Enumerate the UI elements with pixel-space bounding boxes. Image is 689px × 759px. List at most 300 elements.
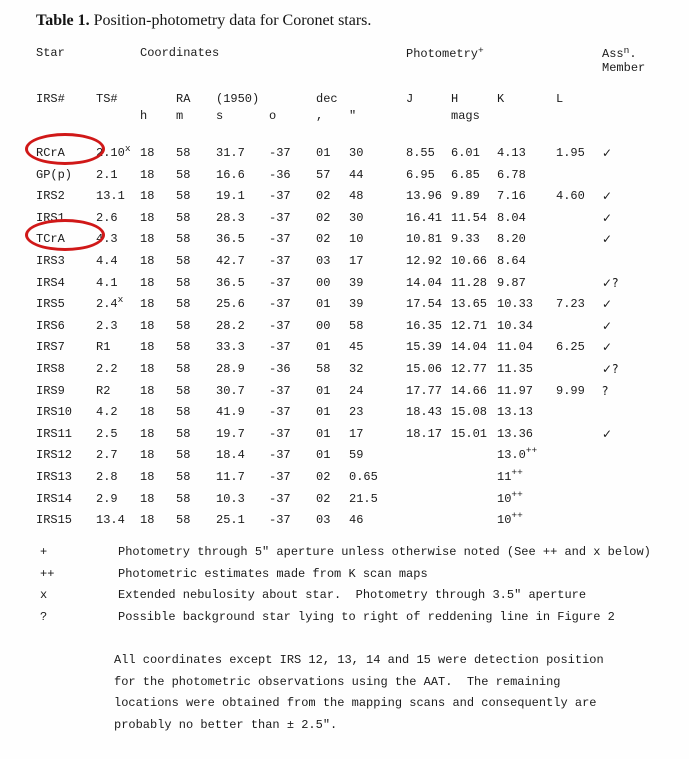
cell-star-name: GP(p) <box>36 167 73 182</box>
cell-member: ✓? <box>602 275 619 290</box>
cell-ra-m: 58 <box>176 383 191 398</box>
cell-l-mag <box>556 168 602 190</box>
cell-k-mag: 8.20 <box>497 232 526 247</box>
cell-member: ? <box>602 383 609 398</box>
cell-dec-arcmin: 03 <box>316 253 331 268</box>
cell-dec-arcmin: 01 <box>316 340 331 355</box>
cell-k-mag: 11.04 <box>497 340 534 355</box>
cell-star-name: IRS10 <box>36 405 73 420</box>
cell-j-mag: 17.54 <box>406 297 443 312</box>
table-row <box>36 297 676 319</box>
cell-ts: 2.4x <box>96 294 124 312</box>
cell-l-mag: 1.95 <box>556 146 585 160</box>
footnote-text: Photometry through 5" aperture unless otherwise noted (See ++ and x below) <box>118 545 651 559</box>
cell-star-name: IRS4 <box>36 275 65 290</box>
group-header-row <box>36 42 676 90</box>
cell-j-mag: 8.55 <box>406 146 435 160</box>
cell-ts: 4.2 <box>96 405 118 420</box>
cell-ra-m: 58 <box>176 275 191 290</box>
cell-l-mag: 9.99 <box>556 383 585 398</box>
cell-l-mag <box>556 405 602 427</box>
cell-dec-deg: -37 <box>269 275 291 290</box>
cell-dec-arcsec: 45 <box>349 340 364 355</box>
cell-dec-deg: -37 <box>269 146 291 160</box>
cell-dec-arcmin: 01 <box>316 448 331 463</box>
cell-dec-arcmin: 01 <box>316 426 331 441</box>
col-header-k: K <box>497 92 505 106</box>
cell-ra-m: 58 <box>176 469 191 484</box>
cell-ra-s: 33.3 <box>216 340 245 355</box>
table-row <box>36 319 676 341</box>
cell-dec-deg: -37 <box>269 469 291 484</box>
cell-ts: 2.1 <box>96 167 118 182</box>
cell-j-mag: 17.77 <box>406 383 443 398</box>
cell-k-mag: 10++ <box>497 510 523 528</box>
cell-member: ✓? <box>602 361 619 376</box>
note-line: for the photometric observations using the AAT. The remaining <box>114 674 561 689</box>
cell-j-mag <box>406 470 451 492</box>
cell-k-mag: 10++ <box>497 488 523 506</box>
cell-ra-h: 18 <box>140 383 155 398</box>
cell-dec-arcmin: 02 <box>316 469 331 484</box>
cell-dec-arcsec: 17 <box>349 253 364 268</box>
cell-l-mag <box>556 427 602 449</box>
cell-member: ✓ <box>602 232 613 247</box>
cell-member: ✓ <box>602 318 613 333</box>
sub-header-seconds: s <box>216 109 224 123</box>
cell-ra-h: 18 <box>140 189 155 204</box>
cell-k-mag: 13.0++ <box>497 445 538 463</box>
footnote-symbol: + <box>40 545 48 559</box>
table-row <box>36 168 676 190</box>
cell-ra-h: 18 <box>140 210 155 225</box>
cell-ra-s: 28.2 <box>216 318 245 333</box>
cell-ra-h: 18 <box>140 469 155 484</box>
cell-ra-s: 36.5 <box>216 275 245 290</box>
cell-dec-deg: -37 <box>269 405 291 420</box>
cell-star-name: IRS9 <box>36 383 65 398</box>
cell-l-mag <box>556 276 602 298</box>
cell-j-mag: 15.06 <box>406 361 443 376</box>
cell-ra-m: 58 <box>176 361 191 376</box>
cell-dec-arcsec: 48 <box>349 189 364 204</box>
cell-ra-m: 58 <box>176 448 191 463</box>
cell-ts: R2 <box>96 383 111 398</box>
cell-dec-deg: -37 <box>269 383 291 398</box>
cell-ra-h: 18 <box>140 318 155 333</box>
cell-ra-h: 18 <box>140 405 155 420</box>
footnote-text: Photometric estimates made from K scan maps <box>118 566 428 581</box>
col-header-l: L <box>556 92 564 106</box>
cell-ts: R1 <box>96 340 111 355</box>
cell-member <box>602 513 676 535</box>
cell-dec-arcmin: 02 <box>316 210 331 225</box>
cell-ra-h: 18 <box>140 448 155 463</box>
cell-star-name: IRS8 <box>36 361 65 376</box>
cell-ts: 2.5 <box>96 426 118 441</box>
cell-l-mag <box>556 448 602 470</box>
cell-dec-arcmin: 02 <box>316 491 331 506</box>
footnote-symbol: ++ <box>40 566 55 581</box>
cell-h-mag: 9.89 <box>451 189 480 204</box>
cell-member <box>602 254 676 276</box>
cell-dec-arcmin: 02 <box>316 189 331 204</box>
sub-header-arcmin: , <box>316 109 324 123</box>
cell-k-mag: 8.64 <box>497 253 526 268</box>
cell-dec-arcsec: 17 <box>349 426 364 441</box>
table-row <box>36 405 676 427</box>
cell-h-mag: 13.65 <box>451 297 488 312</box>
cell-l-mag: 6.25 <box>556 340 585 355</box>
cell-h-mag: 14.66 <box>451 383 488 398</box>
cell-ts: 4.1 <box>96 275 118 290</box>
cell-j-mag: 18.17 <box>406 426 443 441</box>
table-row <box>36 232 676 254</box>
cell-h-mag: 6.01 <box>451 146 480 160</box>
table-body <box>36 143 676 535</box>
cell-dec-deg: -37 <box>269 491 291 506</box>
cell-ra-h: 18 <box>140 275 155 290</box>
table-row <box>36 211 676 233</box>
col-header-h: H <box>451 92 459 106</box>
cell-dec-arcmin: 00 <box>316 318 331 333</box>
table-row <box>36 427 676 449</box>
footnote-text: Extended nebulosity about star. Photometry through 3.5" aperture <box>118 588 587 603</box>
table-row <box>36 276 676 298</box>
cell-member <box>602 168 676 190</box>
footnote-symbol: ? <box>40 610 48 625</box>
cell-star-name: IRS14 <box>36 491 73 506</box>
table-title <box>36 11 371 31</box>
cell-ra-m: 58 <box>176 340 191 355</box>
cell-ra-h: 18 <box>140 253 155 268</box>
cell-ts: 2.8 <box>96 469 118 484</box>
sub-header-minutes: m <box>176 109 184 123</box>
cell-ra-s: 36.5 <box>216 232 245 247</box>
cell-member <box>602 470 676 492</box>
cell-h-mag <box>451 470 497 492</box>
table-row <box>36 513 676 535</box>
cell-star-name: IRS1 <box>36 210 65 225</box>
group-header-star: Star <box>36 46 65 60</box>
cell-j-mag: 12.92 <box>406 253 443 268</box>
member-label: Member <box>602 61 646 75</box>
cell-ra-s: 41.9 <box>216 405 245 420</box>
cell-ra-s: 28.3 <box>216 210 245 225</box>
cell-j-mag: 6.95 <box>406 167 435 182</box>
cell-dec-arcmin: 58 <box>316 361 331 376</box>
cell-k-mag: 11++ <box>497 466 523 484</box>
cell-dec-arcsec: 21.5 <box>349 491 378 506</box>
cell-l-mag <box>556 254 602 276</box>
cell-l-mag <box>556 211 602 233</box>
cell-k-mag: 13.13 <box>497 405 534 420</box>
cell-ts: 2.6 <box>96 210 118 225</box>
photometry-footnote-marker: + <box>478 45 484 56</box>
footnote <box>36 610 684 632</box>
cell-dec-arcsec: 39 <box>349 275 364 290</box>
cell-ts: 13.1 <box>96 189 125 204</box>
cell-j-mag <box>406 513 451 535</box>
sub-header-arcsec: " <box>349 109 357 123</box>
cell-member: ✓ <box>602 340 613 355</box>
cell-l-mag <box>556 319 602 341</box>
cell-ra-s: 25.6 <box>216 297 245 312</box>
cell-ra-h: 18 <box>140 297 155 312</box>
sub-header-mags: mags <box>451 109 480 123</box>
table-row <box>36 448 676 470</box>
cell-dec-deg: -37 <box>269 297 291 312</box>
col-header-irs: IRS# <box>36 92 65 106</box>
cell-member: ✓ <box>602 297 613 312</box>
table-row <box>36 384 676 406</box>
cell-ra-s: 31.7 <box>216 146 245 160</box>
cell-ra-m: 58 <box>176 253 191 268</box>
cell-dec-arcmin: 01 <box>316 297 331 312</box>
cell-dec-arcsec: 44 <box>349 167 364 182</box>
cell-dec-deg: -37 <box>269 513 291 528</box>
table-row <box>36 254 676 276</box>
cell-dec-arcmin: 02 <box>316 232 331 247</box>
cell-j-mag: 15.39 <box>406 340 443 355</box>
cell-star-name: IRS3 <box>36 253 65 268</box>
cell-ra-h: 18 <box>140 491 155 506</box>
cell-dec-arcsec: 23 <box>349 405 364 420</box>
cell-k-mag: 13.36 <box>497 426 534 441</box>
group-header-photometry: Photometry+ <box>406 45 484 61</box>
cell-dec-deg: -36 <box>269 361 291 376</box>
cell-ts: 2.9 <box>96 491 118 506</box>
cell-member: ✓ <box>602 210 613 225</box>
cell-k-mag: 9.87 <box>497 275 526 290</box>
cell-k-mag: 4.13 <box>497 146 526 160</box>
col-header-j: J <box>406 92 414 106</box>
table-row <box>36 189 676 211</box>
cell-l-mag <box>556 513 602 535</box>
cell-ra-m: 58 <box>176 167 191 182</box>
footnote-symbol: x <box>40 588 48 603</box>
cell-dec-arcsec: 46 <box>349 513 364 528</box>
cell-star-name: IRS7 <box>36 340 65 355</box>
cell-h-mag: 11.28 <box>451 275 488 290</box>
cell-dec-arcmin: 01 <box>316 146 331 160</box>
col-header-epoch: (1950) <box>216 92 260 106</box>
group-header-coordinates: Coordinates <box>140 46 220 60</box>
footnotes <box>36 545 684 632</box>
column-header-row <box>36 90 676 109</box>
cell-member: ✓ <box>602 189 613 204</box>
cell-h-mag: 12.71 <box>451 318 488 333</box>
cell-ra-s: 42.7 <box>216 253 245 268</box>
cell-ra-h: 18 <box>140 361 155 376</box>
cell-h-mag: 14.04 <box>451 340 488 355</box>
cell-j-mag: 16.35 <box>406 318 443 333</box>
cell-h-mag <box>451 513 497 535</box>
table-title-number: Table 1. <box>36 12 90 29</box>
cell-k-mag: 10.34 <box>497 318 534 333</box>
cell-dec-deg: -37 <box>269 318 291 333</box>
cell-member <box>602 405 676 427</box>
cell-member: ✓ <box>602 426 613 441</box>
cell-k-mag: 11.35 <box>497 361 534 376</box>
cell-ts: 2.10x <box>96 143 131 160</box>
footnote <box>36 588 684 610</box>
cell-dec-arcmin: 03 <box>316 513 331 528</box>
cell-dec-deg: -37 <box>269 253 291 268</box>
cell-h-mag <box>451 492 497 514</box>
cell-star-name: IRS13 <box>36 469 73 484</box>
cell-k-mag: 6.78 <box>497 167 526 182</box>
group-header-assn-member <box>602 42 676 90</box>
cell-j-mag: 14.04 <box>406 275 443 290</box>
cell-member <box>602 448 676 470</box>
cell-star-name: RCrA <box>36 146 65 160</box>
cell-ra-s: 25.1 <box>216 513 245 528</box>
cell-ra-h: 18 <box>140 232 155 247</box>
cell-ra-m: 58 <box>176 189 191 204</box>
col-header-ra: RA <box>176 92 191 106</box>
cell-ra-m: 58 <box>176 146 191 160</box>
cell-ra-s: 10.3 <box>216 491 245 506</box>
cell-dec-arcmin: 00 <box>316 275 331 290</box>
cell-dec-arcsec: 39 <box>349 297 364 312</box>
cell-ra-m: 58 <box>176 210 191 225</box>
cell-ra-m: 58 <box>176 513 191 528</box>
table-row <box>36 340 676 362</box>
cell-j-mag: 18.43 <box>406 405 443 420</box>
cell-star-name: IRS6 <box>36 318 65 333</box>
cell-dec-deg: -37 <box>269 232 291 247</box>
cell-h-mag: 6.85 <box>451 167 480 182</box>
cell-member: ✓ <box>602 146 613 160</box>
cell-ra-h: 18 <box>140 146 155 160</box>
cell-dec-arcsec: 24 <box>349 383 364 398</box>
col-header-dec: dec <box>316 92 338 106</box>
table-row <box>36 492 676 514</box>
cell-ts: 13.4 <box>96 513 125 528</box>
cell-dec-deg: -37 <box>269 210 291 225</box>
cell-dec-deg: -36 <box>269 167 291 182</box>
cell-star-name: IRS15 <box>36 513 73 528</box>
cell-ra-m: 58 <box>176 405 191 420</box>
cell-k-mag: 8.04 <box>497 210 526 225</box>
table-row <box>36 362 676 384</box>
cell-ra-s: 18.4 <box>216 448 245 463</box>
cell-j-mag <box>406 492 451 514</box>
cell-dec-arcsec: 30 <box>349 210 364 225</box>
cell-star-name: IRS11 <box>36 426 73 441</box>
cell-l-mag: 4.60 <box>556 189 585 204</box>
cell-ts: 2.2 <box>96 361 118 376</box>
cell-ra-m: 58 <box>176 491 191 506</box>
cell-dec-deg: -37 <box>269 340 291 355</box>
cell-dec-arcmin: 01 <box>316 383 331 398</box>
cell-dec-arcsec: 0.65 <box>349 469 378 484</box>
note-line: probably no better than ± 2.5". <box>114 717 338 732</box>
cell-star-name: IRS5 <box>36 297 65 312</box>
note-line: locations were obtained from the mapping scans and consequently are <box>114 696 597 710</box>
cell-dec-deg: -37 <box>269 189 291 204</box>
cell-dec-deg: -37 <box>269 448 291 463</box>
cell-ra-h: 18 <box>140 513 155 528</box>
cell-ra-h: 18 <box>140 167 155 182</box>
cell-ts: 4.4 <box>96 253 118 268</box>
cell-h-mag: 15.01 <box>451 426 488 441</box>
cell-h-mag: 12.77 <box>451 361 488 376</box>
cell-dec-arcsec: 10 <box>349 232 364 247</box>
cell-ra-s: 19.7 <box>216 426 245 441</box>
sub-header-hours: h <box>140 109 148 123</box>
cell-l-mag <box>556 362 602 384</box>
cell-ra-m: 58 <box>176 426 191 441</box>
cell-dec-arcmin: 57 <box>316 167 331 182</box>
cell-ra-h: 18 <box>140 426 155 441</box>
cell-h-mag <box>451 448 497 470</box>
cell-dec-arcsec: 30 <box>349 146 364 160</box>
cell-ra-s: 28.9 <box>216 361 245 376</box>
table-row <box>36 146 676 168</box>
footnote <box>36 567 684 589</box>
cell-l-mag <box>556 232 602 254</box>
cell-ra-s: 16.6 <box>216 167 245 182</box>
cell-ts: 2.7 <box>96 448 118 463</box>
cell-k-mag: 7.16 <box>497 189 526 204</box>
cell-ra-m: 58 <box>176 297 191 312</box>
cell-ra-h: 18 <box>140 340 155 355</box>
cell-h-mag: 10.66 <box>451 253 488 268</box>
cell-dec-arcsec: 58 <box>349 318 364 333</box>
cell-j-mag: 16.41 <box>406 210 443 225</box>
table-row <box>36 470 676 492</box>
cell-star-name: TCrA <box>36 232 65 247</box>
note-line: All coordinates except IRS 12, 13, 14 and 15 were detection position <box>114 653 604 667</box>
cell-j-mag <box>406 448 451 470</box>
assn-label: Ass$^n$. <box>602 45 637 61</box>
cell-dec-arcsec: 59 <box>349 448 364 463</box>
cell-member <box>602 492 676 514</box>
cell-h-mag: 15.08 <box>451 405 488 420</box>
cell-ra-m: 58 <box>176 232 191 247</box>
sub-header-row <box>36 109 676 146</box>
cell-l-mag <box>556 470 602 492</box>
cell-k-mag: 11.97 <box>497 383 534 398</box>
table-title-text: Position-photometry data for Coronet stars. <box>89 12 372 29</box>
footnote <box>36 545 684 567</box>
cell-k-mag: 10.33 <box>497 297 534 312</box>
cell-star-name: IRS2 <box>36 189 65 204</box>
footnote-text: Possible background star lying to right of reddening line in Figure 2 <box>118 610 615 625</box>
cell-ra-s: 11.7 <box>216 469 245 484</box>
cell-ra-s: 19.1 <box>216 189 245 204</box>
cell-l-mag <box>556 492 602 514</box>
cell-h-mag: 11.54 <box>451 210 488 225</box>
cell-ra-m: 58 <box>176 318 191 333</box>
cell-h-mag: 9.33 <box>451 232 480 247</box>
cell-dec-arcmin: 01 <box>316 405 331 420</box>
cell-ra-s: 30.7 <box>216 383 245 398</box>
cell-j-mag: 13.96 <box>406 189 443 204</box>
cell-ts: 4.3 <box>96 232 118 247</box>
cell-star-name: IRS12 <box>36 448 73 463</box>
notes-paragraph <box>114 650 654 736</box>
cell-j-mag: 10.81 <box>406 232 443 247</box>
sub-header-degrees: o <box>269 109 277 123</box>
col-header-ts: TS# <box>96 92 118 106</box>
cell-dec-arcsec: 32 <box>349 361 364 376</box>
photometry-table <box>36 42 676 535</box>
cell-ts: 2.3 <box>96 318 118 333</box>
cell-l-mag: 7.23 <box>556 297 585 312</box>
